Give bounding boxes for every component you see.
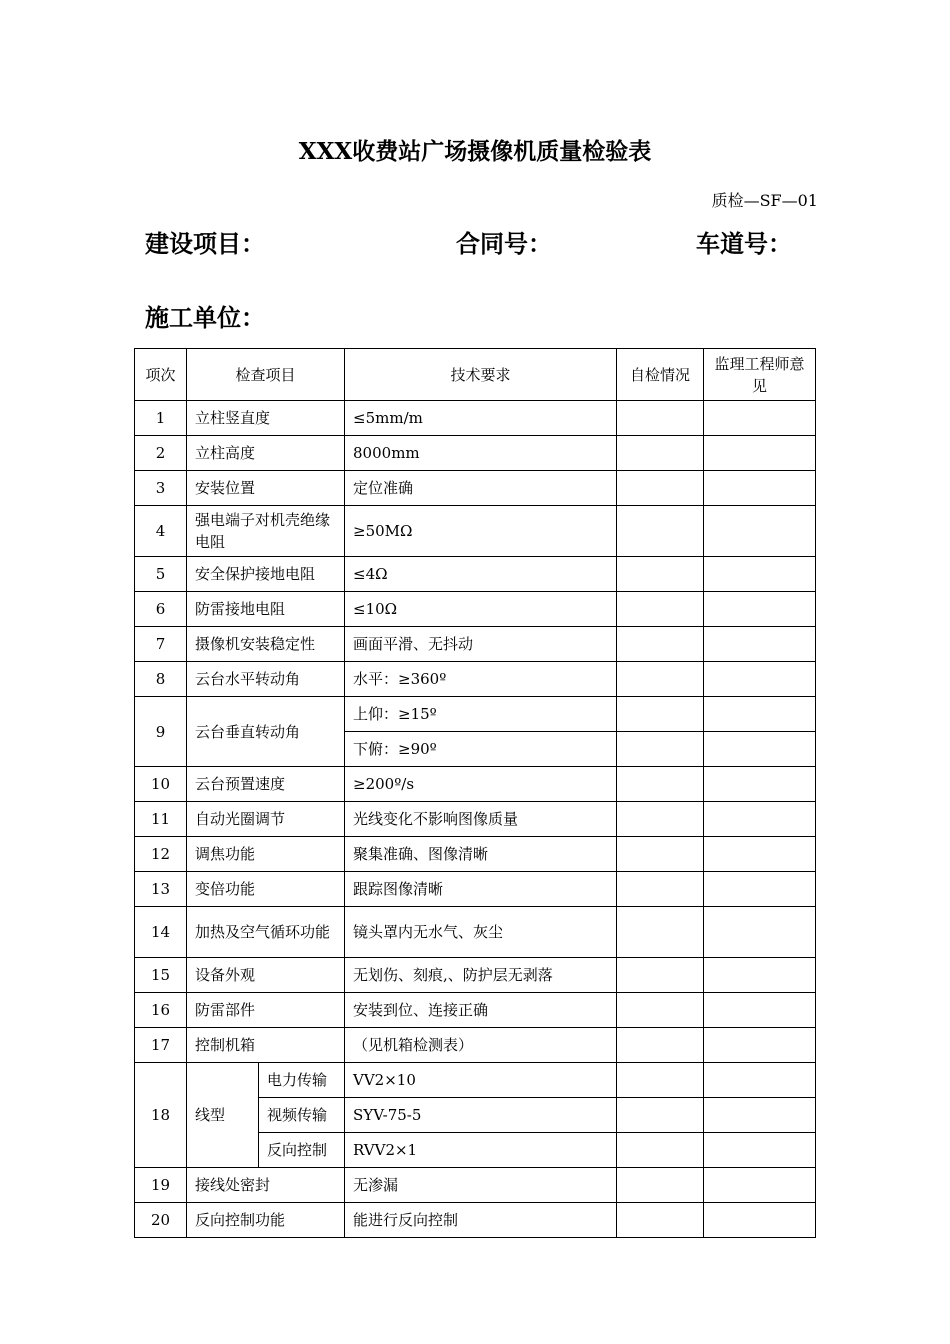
row-subitem: 视频传输 [259, 1098, 345, 1133]
row-no: 1 [135, 401, 187, 436]
row-item: 控制机箱 [187, 1028, 345, 1063]
row-requirement: ≤4Ω [345, 557, 617, 592]
table-row [135, 627, 816, 662]
header-no: 项次 [135, 349, 187, 401]
row-item: 摄像机安装稳定性 [187, 627, 345, 662]
row-no: 12 [135, 837, 187, 872]
self-check-cell[interactable] [617, 767, 704, 802]
row-item: 反向控制功能 [187, 1203, 345, 1238]
supervisor-cell[interactable] [704, 697, 816, 732]
table-row [135, 767, 816, 802]
row-item: 变倍功能 [187, 872, 345, 907]
row-no: 15 [135, 958, 187, 993]
table-row [135, 993, 816, 1028]
row-item: 立柱竖直度 [187, 401, 345, 436]
table-row [135, 436, 816, 471]
self-check-cell[interactable] [617, 993, 704, 1028]
table-row [135, 1168, 816, 1203]
row-requirement: 聚集准确、图像清晰 [345, 837, 617, 872]
row-no: 4 [135, 506, 187, 557]
self-check-cell[interactable] [617, 907, 704, 958]
header-item: 检查项目 [187, 349, 345, 401]
supervisor-cell[interactable] [704, 436, 816, 471]
row-item: 安全保护接地电阻 [187, 557, 345, 592]
contract-number-label: 合同号： [456, 230, 552, 258]
supervisor-cell[interactable] [704, 557, 816, 592]
self-check-cell[interactable] [617, 958, 704, 993]
row-no: 2 [135, 436, 187, 471]
self-check-cell[interactable] [617, 732, 704, 767]
supervisor-cell[interactable] [704, 837, 816, 872]
supervisor-cell[interactable] [704, 627, 816, 662]
supervisor-cell[interactable] [704, 1203, 816, 1238]
supervisor-cell[interactable] [704, 506, 816, 557]
row-item: 自动光圈调节 [187, 802, 345, 837]
table-row [135, 802, 816, 837]
row-item: 立柱高度 [187, 436, 345, 471]
row-requirement: VV2×10 [345, 1063, 617, 1098]
quality-inspection-table [134, 348, 816, 1238]
self-check-cell[interactable] [617, 1133, 704, 1168]
row-no: 20 [135, 1203, 187, 1238]
row-no: 5 [135, 557, 187, 592]
row-no: 6 [135, 592, 187, 627]
row-no: 19 [135, 1168, 187, 1203]
row-item: 加热及空气循环功能 [187, 907, 345, 958]
supervisor-cell[interactable] [704, 732, 816, 767]
row-no: 16 [135, 993, 187, 1028]
header-self-check: 自检情况 [617, 349, 704, 401]
header-requirement: 技术要求 [345, 349, 617, 401]
self-check-cell[interactable] [617, 627, 704, 662]
row-item: 安装位置 [187, 471, 345, 506]
row-requirement: 画面平滑、无抖动 [345, 627, 617, 662]
form-title: XXX收费站广场摄像机质量检验表 [298, 138, 652, 165]
row-item: 防雷部件 [187, 993, 345, 1028]
table-row [135, 872, 816, 907]
row-requirement: 无划伤、刻痕,、防护层无剥落 [345, 958, 617, 993]
header-supervisor-opinion: 监理工程师意见 [704, 349, 816, 401]
table-header-row [135, 349, 816, 401]
row-requirement: SYV-75-5 [345, 1098, 617, 1133]
supervisor-cell[interactable] [704, 1028, 816, 1063]
self-check-cell[interactable] [617, 662, 704, 697]
self-check-cell[interactable] [617, 401, 704, 436]
row-requirement: ≤10Ω [345, 592, 617, 627]
supervisor-cell[interactable] [704, 592, 816, 627]
row-item: 调焦功能 [187, 837, 345, 872]
self-check-cell[interactable] [617, 802, 704, 837]
table-row [135, 471, 816, 506]
supervisor-cell[interactable] [704, 767, 816, 802]
row-no: 10 [135, 767, 187, 802]
table-row [135, 662, 816, 697]
row-requirement: 光线变化不影响图像质量 [345, 802, 617, 837]
self-check-cell[interactable] [617, 1203, 704, 1238]
supervisor-cell[interactable] [704, 401, 816, 436]
supervisor-cell[interactable] [704, 1098, 816, 1133]
construction-project-label: 建设项目： [145, 230, 265, 258]
self-check-cell[interactable] [617, 1028, 704, 1063]
row-requirement: ≥200º/s [345, 767, 617, 802]
supervisor-cell[interactable] [704, 802, 816, 837]
table-row [135, 1203, 816, 1238]
row-no: 3 [135, 471, 187, 506]
supervisor-cell[interactable] [704, 993, 816, 1028]
table-row [135, 506, 816, 557]
self-check-cell[interactable] [617, 872, 704, 907]
row-subitem: 反向控制 [259, 1133, 345, 1168]
row-requirement: （见机箱检测表） [345, 1028, 617, 1063]
row-requirement: 跟踪图像清晰 [345, 872, 617, 907]
table-row [135, 401, 816, 436]
supervisor-cell[interactable] [704, 958, 816, 993]
row-item: 云台水平转动角 [187, 662, 345, 697]
lane-number-label: 车道号： [696, 230, 792, 258]
row-requirement: 能进行反向控制 [345, 1203, 617, 1238]
table-row [135, 837, 816, 872]
row-no: 13 [135, 872, 187, 907]
row-no: 8 [135, 662, 187, 697]
supervisor-cell[interactable] [704, 1063, 816, 1098]
row-item: 强电端子对机壳绝缘电阻 [187, 506, 345, 557]
supervisor-cell[interactable] [704, 1133, 816, 1168]
self-check-cell[interactable] [617, 592, 704, 627]
self-check-cell[interactable] [617, 557, 704, 592]
row-requirement: RVV2×1 [345, 1133, 617, 1168]
self-check-cell[interactable] [617, 506, 704, 557]
row-requirement: 镜头罩内无水气、灰尘 [345, 907, 617, 958]
self-check-cell[interactable] [617, 471, 704, 506]
row-item: 防雷接地电阻 [187, 592, 345, 627]
row-item: 云台垂直转动角 [187, 697, 345, 767]
table-row [135, 958, 816, 993]
row-no: 7 [135, 627, 187, 662]
table-row [135, 1028, 816, 1063]
self-check-cell[interactable] [617, 436, 704, 471]
row-requirement: ≥50MΩ [345, 506, 617, 557]
supervisor-cell[interactable] [704, 1168, 816, 1203]
row-no: 14 [135, 907, 187, 958]
row-item: 云台预置速度 [187, 767, 345, 802]
table-row [135, 697, 816, 732]
row-item: 接线处密封 [187, 1168, 345, 1203]
row-requirement: 安装到位、连接正确 [345, 993, 617, 1028]
table-row [135, 592, 816, 627]
supervisor-cell[interactable] [704, 662, 816, 697]
self-check-cell[interactable] [617, 697, 704, 732]
table-row [135, 557, 816, 592]
supervisor-cell[interactable] [704, 471, 816, 506]
row-subitem: 电力传输 [259, 1063, 345, 1098]
row-requirement: 定位准确 [345, 471, 617, 506]
supervisor-cell[interactable] [704, 907, 816, 958]
row-requirement-up: 上仰：≥15º [345, 697, 617, 732]
row-requirement: 无渗漏 [345, 1168, 617, 1203]
construction-unit-label: 施工单位： [145, 304, 265, 332]
table-row [135, 1063, 816, 1098]
row-no: 17 [135, 1028, 187, 1063]
row-requirement: 8000mm [345, 436, 617, 471]
row-requirement: ≤5mm/m [345, 401, 617, 436]
self-check-cell[interactable] [617, 1063, 704, 1098]
self-check-cell[interactable] [617, 1168, 704, 1203]
row-requirement-down: 下俯：≥90º [345, 732, 617, 767]
row-no: 9 [135, 697, 187, 767]
row-no: 18 [135, 1063, 187, 1168]
row-item: 线型 [187, 1063, 259, 1168]
form-code: 质检—SF—01 [711, 191, 818, 210]
self-check-cell[interactable] [617, 1098, 704, 1133]
row-no: 11 [135, 802, 187, 837]
table-row [135, 907, 816, 958]
row-item: 设备外观 [187, 958, 345, 993]
row-requirement: 水平：≥360º [345, 662, 617, 697]
supervisor-cell[interactable] [704, 872, 816, 907]
self-check-cell[interactable] [617, 837, 704, 872]
